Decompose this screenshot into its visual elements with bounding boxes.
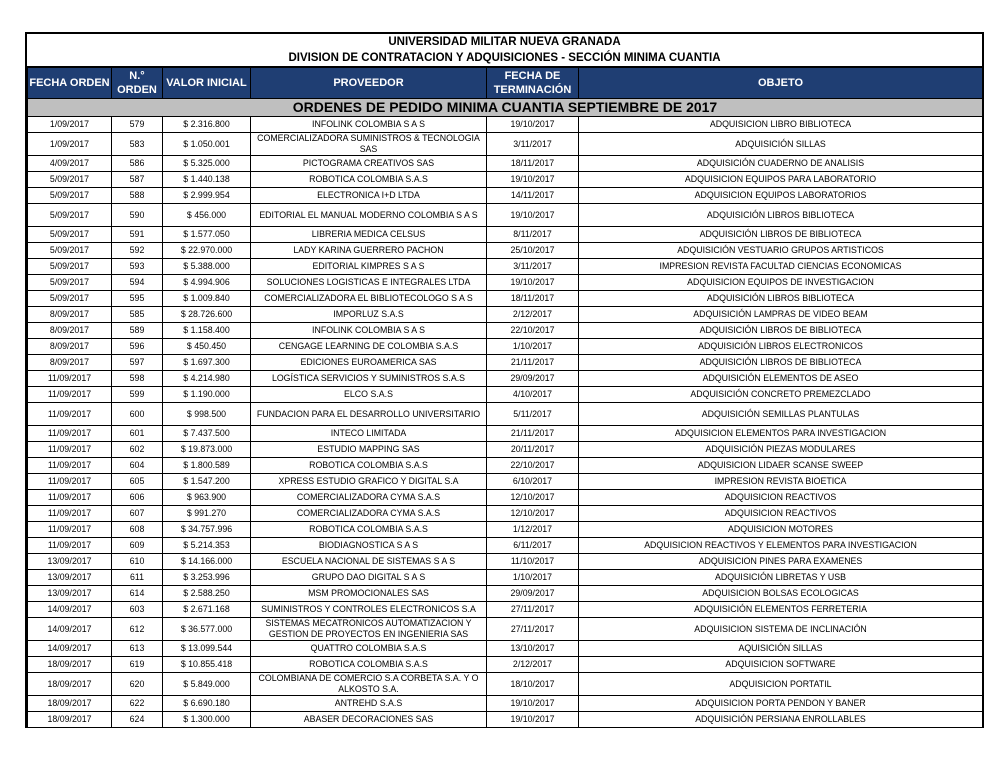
fecha-terminacion-cell: 2/12/2017 <box>487 657 579 673</box>
valor-inicial-cell: $ 28.726.600 <box>163 307 251 323</box>
proveedor-cell: EDITORIAL KIMPRES S A S <box>251 259 487 275</box>
sheet-title-block <box>27 34 982 67</box>
proveedor-cell: INFOLINK COLOMBIA S A S <box>251 117 487 133</box>
fecha-terminacion-cell: 4/10/2017 <box>487 387 579 403</box>
fecha-terminacion-cell: 6/10/2017 <box>487 474 579 490</box>
fecha-orden-cell: 11/09/2017 <box>28 490 112 506</box>
fecha-terminacion-cell: 22/10/2017 <box>487 323 579 339</box>
valor-inicial-cell: $ 991.270 <box>163 506 251 522</box>
fecha-orden-cell: 14/09/2017 <box>28 641 112 657</box>
valor-inicial-cell: $ 1.577.050 <box>163 227 251 243</box>
objeto-cell: ADQUISICIÓN CONCRETO PREMEZCLADO <box>579 387 983 403</box>
valor-inicial-cell: $ 1.440.138 <box>163 172 251 188</box>
fecha-terminacion-cell: 19/10/2017 <box>487 712 579 728</box>
valor-inicial-cell: $ 2.999.954 <box>163 188 251 204</box>
n-orden-cell: 588 <box>112 188 163 204</box>
objeto-cell: ADQUISICION PORTA PENDON Y BANER <box>579 696 983 712</box>
fecha-orden-cell: 11/09/2017 <box>28 522 112 538</box>
table-row <box>28 117 983 133</box>
proveedor-cell: ELECTRONICA I+D LTDA <box>251 188 487 204</box>
fecha-orden-cell: 11/09/2017 <box>28 458 112 474</box>
fecha-orden-cell: 5/09/2017 <box>28 227 112 243</box>
proveedor-cell: GRUPO DAO DIGITAL S A S <box>251 570 487 586</box>
proveedor-cell: COMERCIALIZADORA CYMA S.A.S <box>251 490 487 506</box>
proveedor-cell: COMERCIALIZADORA EL BIBLIOTECOLOGO S A S <box>251 291 487 307</box>
valor-inicial-cell: $ 14.166.000 <box>163 554 251 570</box>
table-row <box>28 506 983 522</box>
objeto-cell: ADQUISICIÓN LAMPRAS DE VIDEO BEAM <box>579 307 983 323</box>
valor-inicial-cell: $ 36.577.000 <box>163 618 251 641</box>
proveedor-cell: MSM PROMOCIONALES SAS <box>251 586 487 602</box>
n-orden-cell: 587 <box>112 172 163 188</box>
fecha-terminacion-cell: 11/10/2017 <box>487 554 579 570</box>
fecha-terminacion-cell: 1/10/2017 <box>487 339 579 355</box>
valor-inicial-cell: $ 3.253.996 <box>163 570 251 586</box>
proveedor-cell: COMERCIALIZADORA SUMINISTROS & TECNOLOGIA SAS <box>251 133 487 156</box>
n-orden-cell: 591 <box>112 227 163 243</box>
fecha-terminacion-cell: 13/10/2017 <box>487 641 579 657</box>
fecha-orden-cell: 5/09/2017 <box>28 172 112 188</box>
objeto-cell: ADQUISICIÓN SILLAS <box>579 133 983 156</box>
fecha-terminacion-cell: 21/11/2017 <box>487 355 579 371</box>
table-row <box>28 657 983 673</box>
proveedor-cell: IMPORLUZ S.A.S <box>251 307 487 323</box>
fecha-orden-cell: 8/09/2017 <box>28 323 112 339</box>
table-row <box>28 522 983 538</box>
objeto-cell: ADQUISICIÓN PIEZAS MODULARES <box>579 442 983 458</box>
order-sheet <box>25 32 984 728</box>
n-orden-cell: 600 <box>112 403 163 426</box>
objeto-cell: IMPRESION REVISTA BIOETICA <box>579 474 983 490</box>
n-orden-cell: 596 <box>112 339 163 355</box>
fecha-orden-cell: 8/09/2017 <box>28 339 112 355</box>
valor-inicial-cell: $ 1.190.000 <box>163 387 251 403</box>
fecha-terminacion-cell: 27/11/2017 <box>487 602 579 618</box>
table-row <box>28 602 983 618</box>
n-orden-cell: 601 <box>112 426 163 442</box>
n-orden-cell: 586 <box>112 156 163 172</box>
n-orden-cell: 604 <box>112 458 163 474</box>
table-row <box>28 387 983 403</box>
proveedor-cell: QUATTRO COLOMBIA S.A.S <box>251 641 487 657</box>
objeto-cell: ADQUISICION BOLSAS ECOLOGICAS <box>579 586 983 602</box>
table-row <box>28 538 983 554</box>
objeto-cell: ADQUISICION EQUIPOS LABORATORIOS <box>579 188 983 204</box>
fecha-orden-cell: 1/09/2017 <box>28 117 112 133</box>
n-orden-cell: 594 <box>112 275 163 291</box>
n-orden-cell: 624 <box>112 712 163 728</box>
proveedor-cell: PICTOGRAMA CREATIVOS SAS <box>251 156 487 172</box>
valor-inicial-cell: $ 1.300.000 <box>163 712 251 728</box>
objeto-cell: ADQUISICIÓN LIBROS BIBLIOTECA <box>579 291 983 307</box>
proveedor-cell: ABASER DECORACIONES SAS <box>251 712 487 728</box>
valor-inicial-cell: $ 1.697.300 <box>163 355 251 371</box>
proveedor-cell: FUNDACION PARA EL DESARROLLO UNIVERSITARIO <box>251 403 487 426</box>
objeto-cell: ADQUISICIÓN PERSIANA ENROLLABLES <box>579 712 983 728</box>
fecha-orden-cell: 8/09/2017 <box>28 355 112 371</box>
valor-inicial-cell: $ 5.388.000 <box>163 259 251 275</box>
fecha-orden-cell: 5/09/2017 <box>28 291 112 307</box>
valor-inicial-cell: $ 4.994.906 <box>163 275 251 291</box>
table-row <box>28 474 983 490</box>
table-row <box>28 618 983 641</box>
n-orden-cell: 606 <box>112 490 163 506</box>
valor-inicial-cell: $ 34.757.996 <box>163 522 251 538</box>
proveedor-cell: ROBOTICA COLOMBIA S.A.S <box>251 458 487 474</box>
fecha-terminacion-cell: 3/11/2017 <box>487 259 579 275</box>
fecha-orden-cell: 11/09/2017 <box>28 387 112 403</box>
n-orden-cell: 607 <box>112 506 163 522</box>
n-orden-cell: 593 <box>112 259 163 275</box>
proveedor-cell: INFOLINK COLOMBIA S A S <box>251 323 487 339</box>
table-row <box>28 243 983 259</box>
valor-inicial-cell: $ 998.500 <box>163 403 251 426</box>
proveedor-cell: ANTREHD S.A.S <box>251 696 487 712</box>
valor-inicial-cell: $ 963.900 <box>163 490 251 506</box>
objeto-cell: ADQUISICION LIDAER SCANSE SWEEP <box>579 458 983 474</box>
table-row <box>28 188 983 204</box>
n-orden-cell: 622 <box>112 696 163 712</box>
col-header-n-orden: N.° ORDEN <box>112 68 163 99</box>
valor-inicial-cell: $ 2.588.250 <box>163 586 251 602</box>
orders-table <box>27 67 983 728</box>
fecha-orden-cell: 13/09/2017 <box>28 586 112 602</box>
objeto-cell: ADQUISICIÓN SEMILLAS PLANTULAS <box>579 403 983 426</box>
proveedor-cell: ELCO S.A.S <box>251 387 487 403</box>
n-orden-cell: 603 <box>112 602 163 618</box>
fecha-terminacion-cell: 19/10/2017 <box>487 275 579 291</box>
table-row <box>28 371 983 387</box>
n-orden-cell: 579 <box>112 117 163 133</box>
valor-inicial-cell: $ 5.214.353 <box>163 538 251 554</box>
objeto-cell: ADQUISICIÓN CUADERNO DE ANALISIS <box>579 156 983 172</box>
valor-inicial-cell: $ 10.855.418 <box>163 657 251 673</box>
n-orden-cell: 585 <box>112 307 163 323</box>
fecha-orden-cell: 4/09/2017 <box>28 156 112 172</box>
fecha-terminacion-cell: 19/10/2017 <box>487 696 579 712</box>
valor-inicial-cell: $ 4.214.980 <box>163 371 251 387</box>
proveedor-cell: SOLUCIONES LOGISTICAS E INTEGRALES LTDA <box>251 275 487 291</box>
objeto-cell: ADQUISICION ELEMENTOS PARA INVESTIGACION <box>579 426 983 442</box>
fecha-terminacion-cell: 22/10/2017 <box>487 458 579 474</box>
valor-inicial-cell: $ 1.009.840 <box>163 291 251 307</box>
valor-inicial-cell: $ 1.547.200 <box>163 474 251 490</box>
proveedor-cell: ROBOTICA COLOMBIA S.A.S <box>251 657 487 673</box>
proveedor-cell: EDITORIAL EL MANUAL MODERNO COLOMBIA S A S <box>251 204 487 227</box>
fecha-terminacion-cell: 12/10/2017 <box>487 490 579 506</box>
table-row <box>28 307 983 323</box>
col-header-fecha-terminacion: FECHA DE TERMINACIÓN <box>487 68 579 99</box>
fecha-orden-cell: 14/09/2017 <box>28 602 112 618</box>
table-row <box>28 291 983 307</box>
fecha-orden-cell: 14/09/2017 <box>28 618 112 641</box>
fecha-terminacion-cell: 6/11/2017 <box>487 538 579 554</box>
n-orden-cell: 597 <box>112 355 163 371</box>
fecha-terminacion-cell: 1/12/2017 <box>487 522 579 538</box>
table-row <box>28 204 983 227</box>
table-row <box>28 156 983 172</box>
n-orden-cell: 611 <box>112 570 163 586</box>
valor-inicial-cell: $ 1.050.001 <box>163 133 251 156</box>
objeto-cell: ADQUISICIÓN ELEMENTOS FERRETERIA <box>579 602 983 618</box>
valor-inicial-cell: $ 1.158.400 <box>163 323 251 339</box>
n-orden-cell: 609 <box>112 538 163 554</box>
table-row <box>28 490 983 506</box>
objeto-cell: ADQUISICION PINES PARA EXAMENES <box>579 554 983 570</box>
fecha-terminacion-cell: 25/10/2017 <box>487 243 579 259</box>
table-row <box>28 712 983 728</box>
fecha-orden-cell: 11/09/2017 <box>28 426 112 442</box>
table-row <box>28 458 983 474</box>
fecha-terminacion-cell: 19/10/2017 <box>487 117 579 133</box>
institution-title: UNIVERSIDAD MILITAR NUEVA GRANADA <box>388 36 621 48</box>
valor-inicial-cell: $ 13.099.544 <box>163 641 251 657</box>
valor-inicial-cell: $ 456.000 <box>163 204 251 227</box>
fecha-terminacion-cell: 18/11/2017 <box>487 291 579 307</box>
objeto-cell: ADQUISICION LIBRO BIBLIOTECA <box>579 117 983 133</box>
n-orden-cell: 602 <box>112 442 163 458</box>
table-row <box>28 339 983 355</box>
fecha-terminacion-cell: 1/10/2017 <box>487 570 579 586</box>
objeto-cell: ADQUISICION EQUIPOS DE INVESTIGACION <box>579 275 983 291</box>
fecha-terminacion-cell: 18/11/2017 <box>487 156 579 172</box>
objeto-cell: ADQUISICION SOFTWARE <box>579 657 983 673</box>
n-orden-cell: 612 <box>112 618 163 641</box>
table-row <box>28 172 983 188</box>
fecha-terminacion-cell: 3/11/2017 <box>487 133 579 156</box>
proveedor-cell: COLOMBIANA DE COMERCIO S.A CORBETA S.A. Y O ALKOSTO S.A. <box>251 673 487 696</box>
objeto-cell: ADQUISICION REACTIVOS <box>579 506 983 522</box>
fecha-orden-cell: 11/09/2017 <box>28 403 112 426</box>
proveedor-cell: INTECO LIMITADA <box>251 426 487 442</box>
table-row <box>28 133 983 156</box>
valor-inicial-cell: $ 5.325.000 <box>163 156 251 172</box>
objeto-cell: ADQUISICION PORTATIL <box>579 673 983 696</box>
proveedor-cell: BIODIAGNOSTICA S A S <box>251 538 487 554</box>
fecha-orden-cell: 18/09/2017 <box>28 673 112 696</box>
table-row <box>28 586 983 602</box>
table-row <box>28 227 983 243</box>
proveedor-cell: XPRESS ESTUDIO GRAFICO Y DIGITAL S.A <box>251 474 487 490</box>
objeto-cell: ADQUISICIÓN LIBRETAS Y USB <box>579 570 983 586</box>
proveedor-cell: LOGÍSTICA SERVICIOS Y SUMINISTROS S.A.S <box>251 371 487 387</box>
n-orden-cell: 592 <box>112 243 163 259</box>
n-orden-cell: 608 <box>112 522 163 538</box>
table-row <box>28 403 983 426</box>
fecha-orden-cell: 5/09/2017 <box>28 204 112 227</box>
objeto-cell: IMPRESION REVISTA FACULTAD CIENCIAS ECONOMICAS <box>579 259 983 275</box>
table-row <box>28 275 983 291</box>
n-orden-cell: 589 <box>112 323 163 339</box>
table-row <box>28 554 983 570</box>
section-title-row <box>28 99 983 117</box>
fecha-orden-cell: 1/09/2017 <box>28 133 112 156</box>
fecha-terminacion-cell: 12/10/2017 <box>487 506 579 522</box>
table-row <box>28 355 983 371</box>
proveedor-cell: EDICIONES EUROAMERICA SAS <box>251 355 487 371</box>
valor-inicial-cell: $ 19.873.000 <box>163 442 251 458</box>
proveedor-cell: LADY KARINA GUERRERO PACHON <box>251 243 487 259</box>
fecha-orden-cell: 18/09/2017 <box>28 657 112 673</box>
objeto-cell: ADQUISICIÓN LIBROS DE BIBLIOTECA <box>579 323 983 339</box>
fecha-terminacion-cell: 20/11/2017 <box>487 442 579 458</box>
column-header-row <box>28 68 983 99</box>
fecha-orden-cell: 13/09/2017 <box>28 554 112 570</box>
fecha-terminacion-cell: 19/10/2017 <box>487 204 579 227</box>
objeto-cell: AQUISICIÓN SILLAS <box>579 641 983 657</box>
n-orden-cell: 583 <box>112 133 163 156</box>
fecha-terminacion-cell: 2/12/2017 <box>487 307 579 323</box>
fecha-terminacion-cell: 27/11/2017 <box>487 618 579 641</box>
col-header-objeto: OBJETO <box>579 68 983 99</box>
col-header-proveedor: PROVEEDOR <box>251 68 487 99</box>
fecha-orden-cell: 11/09/2017 <box>28 442 112 458</box>
n-orden-cell: 620 <box>112 673 163 696</box>
fecha-terminacion-cell: 14/11/2017 <box>487 188 579 204</box>
objeto-cell: ADQUISICIÓN LIBROS DE BIBLIOTECA <box>579 355 983 371</box>
objeto-cell: ADQUISICIÓN LIBROS DE BIBLIOTECA <box>579 227 983 243</box>
table-row <box>28 641 983 657</box>
fecha-orden-cell: 13/09/2017 <box>28 570 112 586</box>
proveedor-cell: ESTUDIO MAPPING SAS <box>251 442 487 458</box>
n-orden-cell: 619 <box>112 657 163 673</box>
section-title: ORDENES DE PEDIDO MINIMA CUANTIA SEPTIEMBRE DE 2017 <box>28 99 983 117</box>
objeto-cell: ADQUISICIÓN LIBROS ELECTRONICOS <box>579 339 983 355</box>
fecha-terminacion-cell: 29/09/2017 <box>487 586 579 602</box>
objeto-cell: ADQUISICIÓN VESTUARIO GRUPOS ARTISTICOS <box>579 243 983 259</box>
proveedor-cell: LIBRERIA MEDICA CELSUS <box>251 227 487 243</box>
fecha-orden-cell: 18/09/2017 <box>28 696 112 712</box>
objeto-cell: ADQUISICION MOTORES <box>579 522 983 538</box>
fecha-terminacion-cell: 21/11/2017 <box>487 426 579 442</box>
n-orden-cell: 599 <box>112 387 163 403</box>
objeto-cell: ADQUISICIÓN ELEMENTOS DE ASEO <box>579 371 983 387</box>
proveedor-cell: ROBOTICA COLOMBIA S.A.S <box>251 172 487 188</box>
objeto-cell: ADQUISICIÓN LIBROS BIBLIOTECA <box>579 204 983 227</box>
fecha-orden-cell: 5/09/2017 <box>28 259 112 275</box>
fecha-terminacion-cell: 18/10/2017 <box>487 673 579 696</box>
valor-inicial-cell: $ 2.671.168 <box>163 602 251 618</box>
proveedor-cell: CENGAGE LEARNING DE COLOMBIA S.A.S <box>251 339 487 355</box>
fecha-orden-cell: 5/09/2017 <box>28 188 112 204</box>
fecha-orden-cell: 11/09/2017 <box>28 506 112 522</box>
n-orden-cell: 610 <box>112 554 163 570</box>
fecha-terminacion-cell: 19/10/2017 <box>487 172 579 188</box>
valor-inicial-cell: $ 2.316.800 <box>163 117 251 133</box>
fecha-orden-cell: 18/09/2017 <box>28 712 112 728</box>
objeto-cell: ADQUISICION EQUIPOS PARA LABORATORIO <box>579 172 983 188</box>
fecha-terminacion-cell: 8/11/2017 <box>487 227 579 243</box>
n-orden-cell: 595 <box>112 291 163 307</box>
n-orden-cell: 605 <box>112 474 163 490</box>
fecha-terminacion-cell: 29/09/2017 <box>487 371 579 387</box>
fecha-orden-cell: 11/09/2017 <box>28 474 112 490</box>
fecha-terminacion-cell: 5/11/2017 <box>487 403 579 426</box>
valor-inicial-cell: $ 5.849.000 <box>163 673 251 696</box>
objeto-cell: ADQUISICION REACTIVOS Y ELEMENTOS PARA INVESTIGACION <box>579 538 983 554</box>
table-row <box>28 259 983 275</box>
table-row <box>28 442 983 458</box>
table-row <box>28 696 983 712</box>
objeto-cell: ADQUISICION REACTIVOS <box>579 490 983 506</box>
n-orden-cell: 613 <box>112 641 163 657</box>
proveedor-cell: SISTEMAS MECATRONICOS AUTOMATIZACION Y GESTION DE PROYECTOS EN INGENIERIA SAS <box>251 618 487 641</box>
table-row <box>28 570 983 586</box>
n-orden-cell: 614 <box>112 586 163 602</box>
col-header-fecha-orden: FECHA ORDEN <box>28 68 112 99</box>
proveedor-cell: SUMINISTROS Y CONTROLES ELECTRONICOS S.A <box>251 602 487 618</box>
valor-inicial-cell: $ 22.970.000 <box>163 243 251 259</box>
proveedor-cell: ROBOTICA COLOMBIA S.A.S <box>251 522 487 538</box>
valor-inicial-cell: $ 450.450 <box>163 339 251 355</box>
table-row <box>28 673 983 696</box>
n-orden-cell: 598 <box>112 371 163 387</box>
division-title: DIVISION DE CONTRATACION Y ADQUISICIONES - SECCIÓN MINIMA CUANTIA <box>288 52 721 64</box>
proveedor-cell: COMERCIALIZADORA CYMA S.A.S <box>251 506 487 522</box>
fecha-orden-cell: 8/09/2017 <box>28 307 112 323</box>
valor-inicial-cell: $ 7.437.500 <box>163 426 251 442</box>
fecha-orden-cell: 11/09/2017 <box>28 538 112 554</box>
col-header-valor-inicial: VALOR INICIAL <box>163 68 251 99</box>
table-row <box>28 426 983 442</box>
objeto-cell: ADQUISICION SISTEMA DE INCLINACIÓN <box>579 618 983 641</box>
n-orden-cell: 590 <box>112 204 163 227</box>
fecha-orden-cell: 5/09/2017 <box>28 243 112 259</box>
valor-inicial-cell: $ 6.690.180 <box>163 696 251 712</box>
fecha-orden-cell: 5/09/2017 <box>28 275 112 291</box>
valor-inicial-cell: $ 1.800.589 <box>163 458 251 474</box>
proveedor-cell: ESCUELA NACIONAL DE SISTEMAS S A S <box>251 554 487 570</box>
fecha-orden-cell: 11/09/2017 <box>28 371 112 387</box>
table-row <box>28 323 983 339</box>
